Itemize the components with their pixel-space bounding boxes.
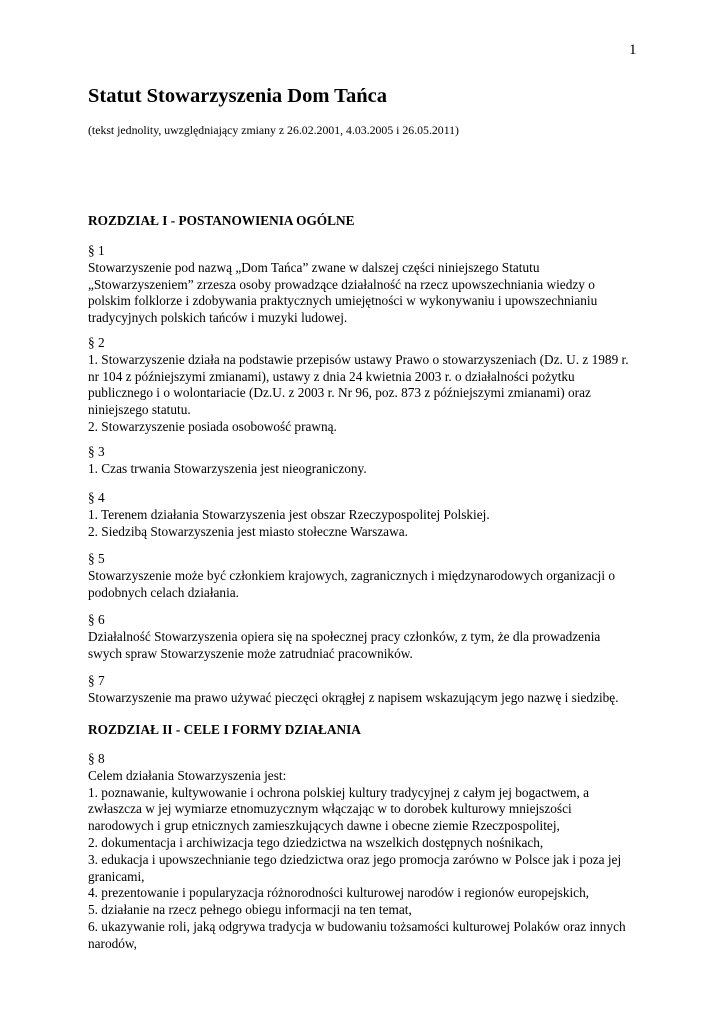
text-line: zwłaszcza w jej wymiarze etnomuzycznym włączając w to dorobek kulturowy mniejszości — [88, 801, 572, 817]
paragraph-1 — [88, 243, 648, 327]
text-line: 1. Stowarzyszenie działa na podstawie przepisów ustawy Prawo o stowarzyszeniach (Dz. U. z 1989 r. — [88, 351, 629, 367]
paragraph-8 — [88, 751, 648, 953]
paragraph-6 — [88, 612, 648, 662]
text-line: Celem działania Stowarzyszenia jest: — [88, 767, 287, 783]
paragraph-2 — [88, 335, 648, 436]
paragraph-5 — [88, 551, 648, 601]
text-line: 1. Terenem działania Stowarzyszenia jest obszar Rzeczypospolitej Polskiej. — [88, 506, 490, 522]
section-mark: § 3 — [88, 444, 105, 459]
section-mark: § 8 — [88, 751, 105, 766]
section-mark: § 2 — [88, 335, 105, 350]
section-mark: § 7 — [88, 673, 105, 688]
text-line: Stowarzyszenie może być członkiem krajowych, zagranicznych i międzynarodowych organizacji o — [88, 567, 615, 583]
text-line: polskim folklorze i zdobywania praktycznych umiejętności w wykonywaniu i upowszechnianiu — [88, 293, 598, 309]
text-line: nr 104 z późniejszymi zmianami), ustawy z dnia 24 kwietnia 2003 r. o działalności pożytku — [88, 368, 575, 384]
text-line: Stowarzyszenie ma prawo używać pieczęci okrągłej z napisem wskazującym jego nazwę i siedzibę. — [88, 689, 619, 705]
section-mark: § 5 — [88, 551, 105, 566]
paragraph-4 — [88, 490, 648, 540]
page-number: 1 — [629, 42, 637, 58]
text-line: tradycyjnych polskich tańców i muzyki ludowej. — [88, 310, 348, 326]
text-line: 6. ukazywanie roli, jaką odgrywa tradycja w budowaniu tożsamości kulturowej Polaków oraz innych — [88, 918, 626, 934]
text-line: 1. poznawanie, kultywowanie i ochrona polskiej kultury tradycyjnej z całym jej bogactwem, a — [88, 784, 590, 800]
text-line: Działalność Stowarzyszenia opiera się na społecznej pracy członków, z tym, że dla prowadzenia — [88, 628, 601, 644]
paragraph-3 — [88, 444, 648, 478]
section-mark: § 6 — [88, 612, 105, 627]
document-subtitle: (tekst jednolity, uwzględniający zmiany z 26.02.2001, 4.03.2005 i 26.05.2011) — [88, 123, 459, 137]
section-mark: § 1 — [88, 243, 105, 258]
text-line: swych spraw Stowarzyszenie może zatrudniać pracowników. — [88, 645, 413, 661]
section-mark: § 4 — [88, 490, 105, 505]
paragraph-7 — [88, 673, 648, 707]
text-line: 3. edukacja i upowszechnianie tego dziedzictwa oraz jego promocja zarówno w Polsce jak i poza jej — [88, 851, 622, 867]
text-line: „Stowarzyszeniem” zrzesza osoby prowadzące działalność na rzecz upowszechniania wiedzy o — [88, 276, 595, 292]
text-line: Stowarzyszenie pod nazwą „Dom Tańca” zwane w dalszej części niniejszego Statutu — [88, 259, 540, 275]
text-line: podobnych celach działania. — [88, 584, 239, 600]
chapter-heading: ROZDZIAŁ I - POSTANOWIENIA OGÓLNE — [88, 213, 355, 228]
text-line: 4. prezentowanie i popularyzacja różnorodności kulturowej narodów i regionów europejskich, — [88, 885, 590, 901]
text-line: 1. Czas trwania Stowarzyszenia jest nieograniczony. — [88, 460, 367, 476]
text-line: 2. Siedzibą Stowarzyszenia jest miasto stołeczne Warszawa. — [88, 523, 408, 539]
text-line: 5. działanie na rzecz pełnego obiegu informacji na ten temat, — [88, 902, 412, 918]
text-line: narodów, — [88, 935, 137, 951]
chapter-heading: ROZDZIAŁ II - CELE I FORMY DZIAŁANIA — [88, 722, 361, 737]
text-line: granicami, — [88, 868, 145, 884]
text-line: 2. Stowarzyszenie posiada osobowość prawną. — [88, 418, 337, 434]
text-line: publicznego i o wolontariacie (Dz.U. z 2003 r. Nr 96, poz. 873 z późniejszymi zmianami) oraz — [88, 385, 591, 401]
text-line: 2. dokumentacja i archiwizacja tego dziedzictwa na wszelkich dostępnych nośnikach, — [88, 834, 544, 850]
document-title: Statut Stowarzyszenia Dom Tańca — [88, 85, 387, 107]
text-line: niniejszego statutu. — [88, 402, 191, 418]
text-line: narodowych i grup etnicznych zamieszkujących dawne i obecne ziemie Rzeczpospolitej, — [88, 818, 560, 834]
